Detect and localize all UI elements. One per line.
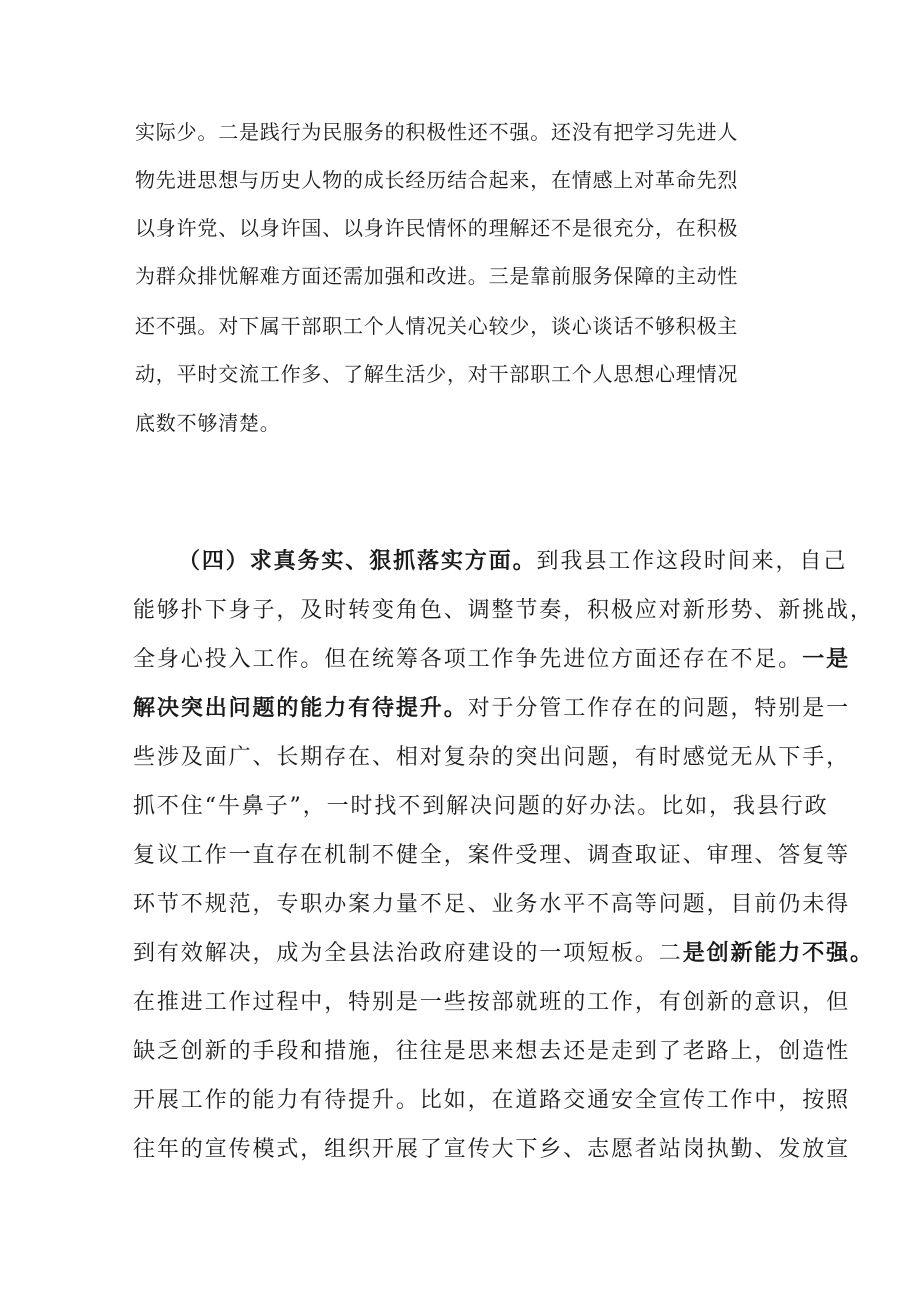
text-line: 能够扑下身子，及时转变角色、调整节奏，积极应对新形势、新挑战，	[133, 598, 874, 623]
emphasis-text: 是创新能力不强。	[682, 941, 874, 966]
text-line: 往年的宣传模式，组织开展了宣传大下乡、志愿者站岗执勤、发放宣	[133, 1137, 851, 1162]
text-line	[133, 936, 874, 967]
text-run: 对于分管工作存在的问题，特别是一	[467, 696, 851, 721]
text-line: 些涉及面广、长期存在、相对复杂的突出问题，有时感觉无从下手，	[133, 745, 851, 770]
text-line: 在推进工作过程中，特别是一些按部就班的工作，有创新的意识，但	[133, 990, 851, 1015]
text-line: 实际少。二是践行为民服务的积极性还不强。还没有把学习先进人	[135, 120, 739, 144]
text-line: 以身许党、以身许国、以身许民情怀的理解还不是很充分，在积极	[135, 216, 739, 240]
text-line: 底数不够清楚。	[135, 411, 281, 435]
text-run: 到有效解决，成为全县法治政府建设的一项短板。二	[133, 941, 683, 966]
text-line: 还不强。对下属干部职工个人情况关心较少，谈心谈话不够积极主	[135, 314, 739, 338]
text-line: 缺乏创新的手段和措施，往往是思来想去还是走到了老路上，创造性	[133, 1039, 851, 1064]
text-run: 到我县工作这段时间来，自己	[536, 549, 848, 574]
text-line: 为群众排忧解难方面还需加强和改进。三是靠前服务保障的主动性	[135, 264, 739, 288]
text-line: 物先进思想与历史人物的成长经历结合起来，在情感上对革命先烈	[135, 168, 739, 192]
text-line	[133, 642, 850, 673]
emphasis-text: 解决突出问题的能力有待提升。	[133, 696, 468, 721]
text-line: 复议工作一直存在机制不健全，案件受理、调查取证、审理、答复等	[133, 843, 851, 868]
text-line: 环节不规范，专职办案力量不足、业务水平不高等问题，目前仍未得	[133, 892, 851, 917]
text-line: 开展工作的能力有待提升。比如，在道路交通安全宣传工作中，按照	[133, 1088, 851, 1113]
emphasis-text: 一是	[802, 647, 851, 672]
section-heading: （四）求真务实、狠抓落实方面。	[178, 549, 537, 574]
text-run: 全身心投入工作。但在统筹各项工作争先进位方面还存在不足。	[133, 647, 803, 672]
text-line	[178, 544, 847, 575]
text-line: 抓不住“牛鼻子”，一时找不到解决问题的好办法。比如，我县行政	[133, 794, 829, 819]
text-line: 动，平时交流工作多、了解生活少，对干部职工个人思想心理情况	[135, 362, 739, 386]
text-line	[133, 691, 850, 722]
